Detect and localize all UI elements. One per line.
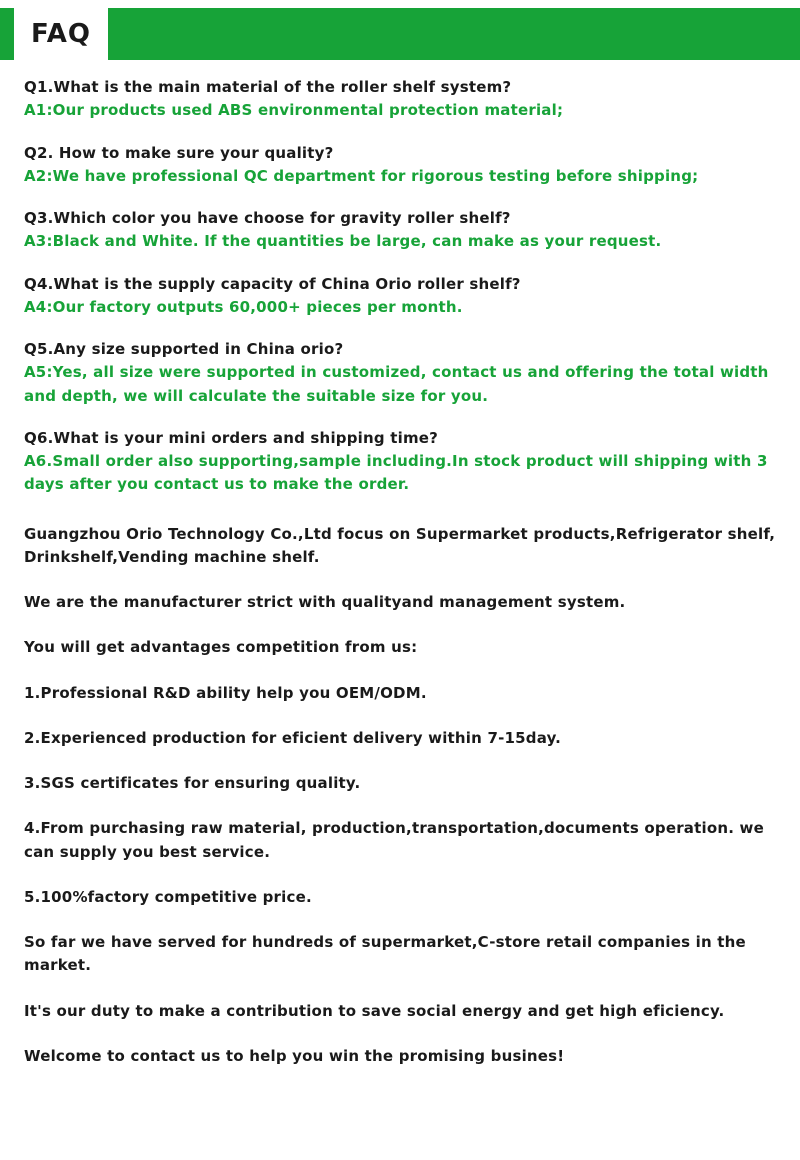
about-paragraph: 5.100%factory competitive price.	[24, 887, 312, 906]
about-paragraph: It's our duty to make a contribution to save social energy and get high eficiency.	[24, 1001, 725, 1020]
about-paragraph: 1.Professional R&D ability help you OEM/ODM.	[24, 683, 427, 702]
faq-question: Q4.What is the supply capacity of China Orio roller shelf?	[24, 274, 521, 293]
about-paragraph: We are the manufacturer strict with qualityand management system.	[24, 593, 626, 611]
faq-answer: A5:Yes, all size were supported in customized, contact us and offering the total width and depth, we will calculate the suitable size for you.	[24, 363, 769, 405]
faq-answer: A1:Our products used ABS environmental protection material;	[24, 101, 564, 120]
about-paragraph: You will get advantages competition from us:	[24, 638, 418, 657]
faq-question: Q6.What is your mini orders and shipping time?	[24, 428, 439, 447]
faq-question: Q2. How to make sure your quality?	[24, 143, 334, 162]
about-paragraph: 2.Experienced production for eficient delivery within 7-15day.	[24, 728, 562, 747]
faq-item	[24, 142, 776, 189]
faq-question: Q1.What is the main material of the roller shelf system?	[24, 78, 512, 96]
page-title: FAQ	[30, 19, 91, 49]
faq-title-box	[14, 8, 108, 60]
about-paragraph: Guangzhou Orio Technology Co.,Ltd focus on Supermarket products,Refrigerator shelf, Drinkshelf,Vending machine shelf.	[24, 524, 776, 566]
faq-answer: A6.Small order also supporting,sample including.In stock product will shipping with 3 days after you contact us to make the order.	[24, 452, 768, 494]
faq-question: Q3.Which color you have choose for gravity roller shelf?	[24, 209, 511, 227]
about-paragraph: 3.SGS certificates for ensuring quality.	[24, 774, 361, 792]
faq-answer: A2:We have professional QC department for rigorous testing before shipping;	[24, 166, 699, 185]
faq-item	[24, 338, 776, 408]
faq-item	[24, 427, 776, 497]
faq-item	[24, 273, 776, 320]
company-about-section	[24, 523, 776, 1069]
faq-content	[0, 60, 800, 1068]
header-accent-block-right	[108, 8, 800, 60]
header-accent-block-left	[0, 8, 14, 60]
faq-item	[24, 207, 776, 254]
faq-item	[24, 76, 776, 123]
faq-answer: A3:Black and White. If the quantities be large, can make as your request.	[24, 232, 662, 251]
faq-question: Q5.Any size supported in China orio?	[24, 340, 344, 358]
about-paragraph: So far we have served for hundreds of supermarket,C-store retail companies in the market.	[24, 933, 746, 975]
about-paragraph: 4.From purchasing raw material, production,transportation,documents operation. we can supply you best service.	[24, 819, 764, 861]
faq-header-banner	[0, 8, 800, 60]
faq-answer: A4:Our factory outputs 60,000+ pieces per month.	[24, 297, 463, 316]
about-paragraph: Welcome to contact us to help you win the promising busines!	[24, 1046, 565, 1065]
